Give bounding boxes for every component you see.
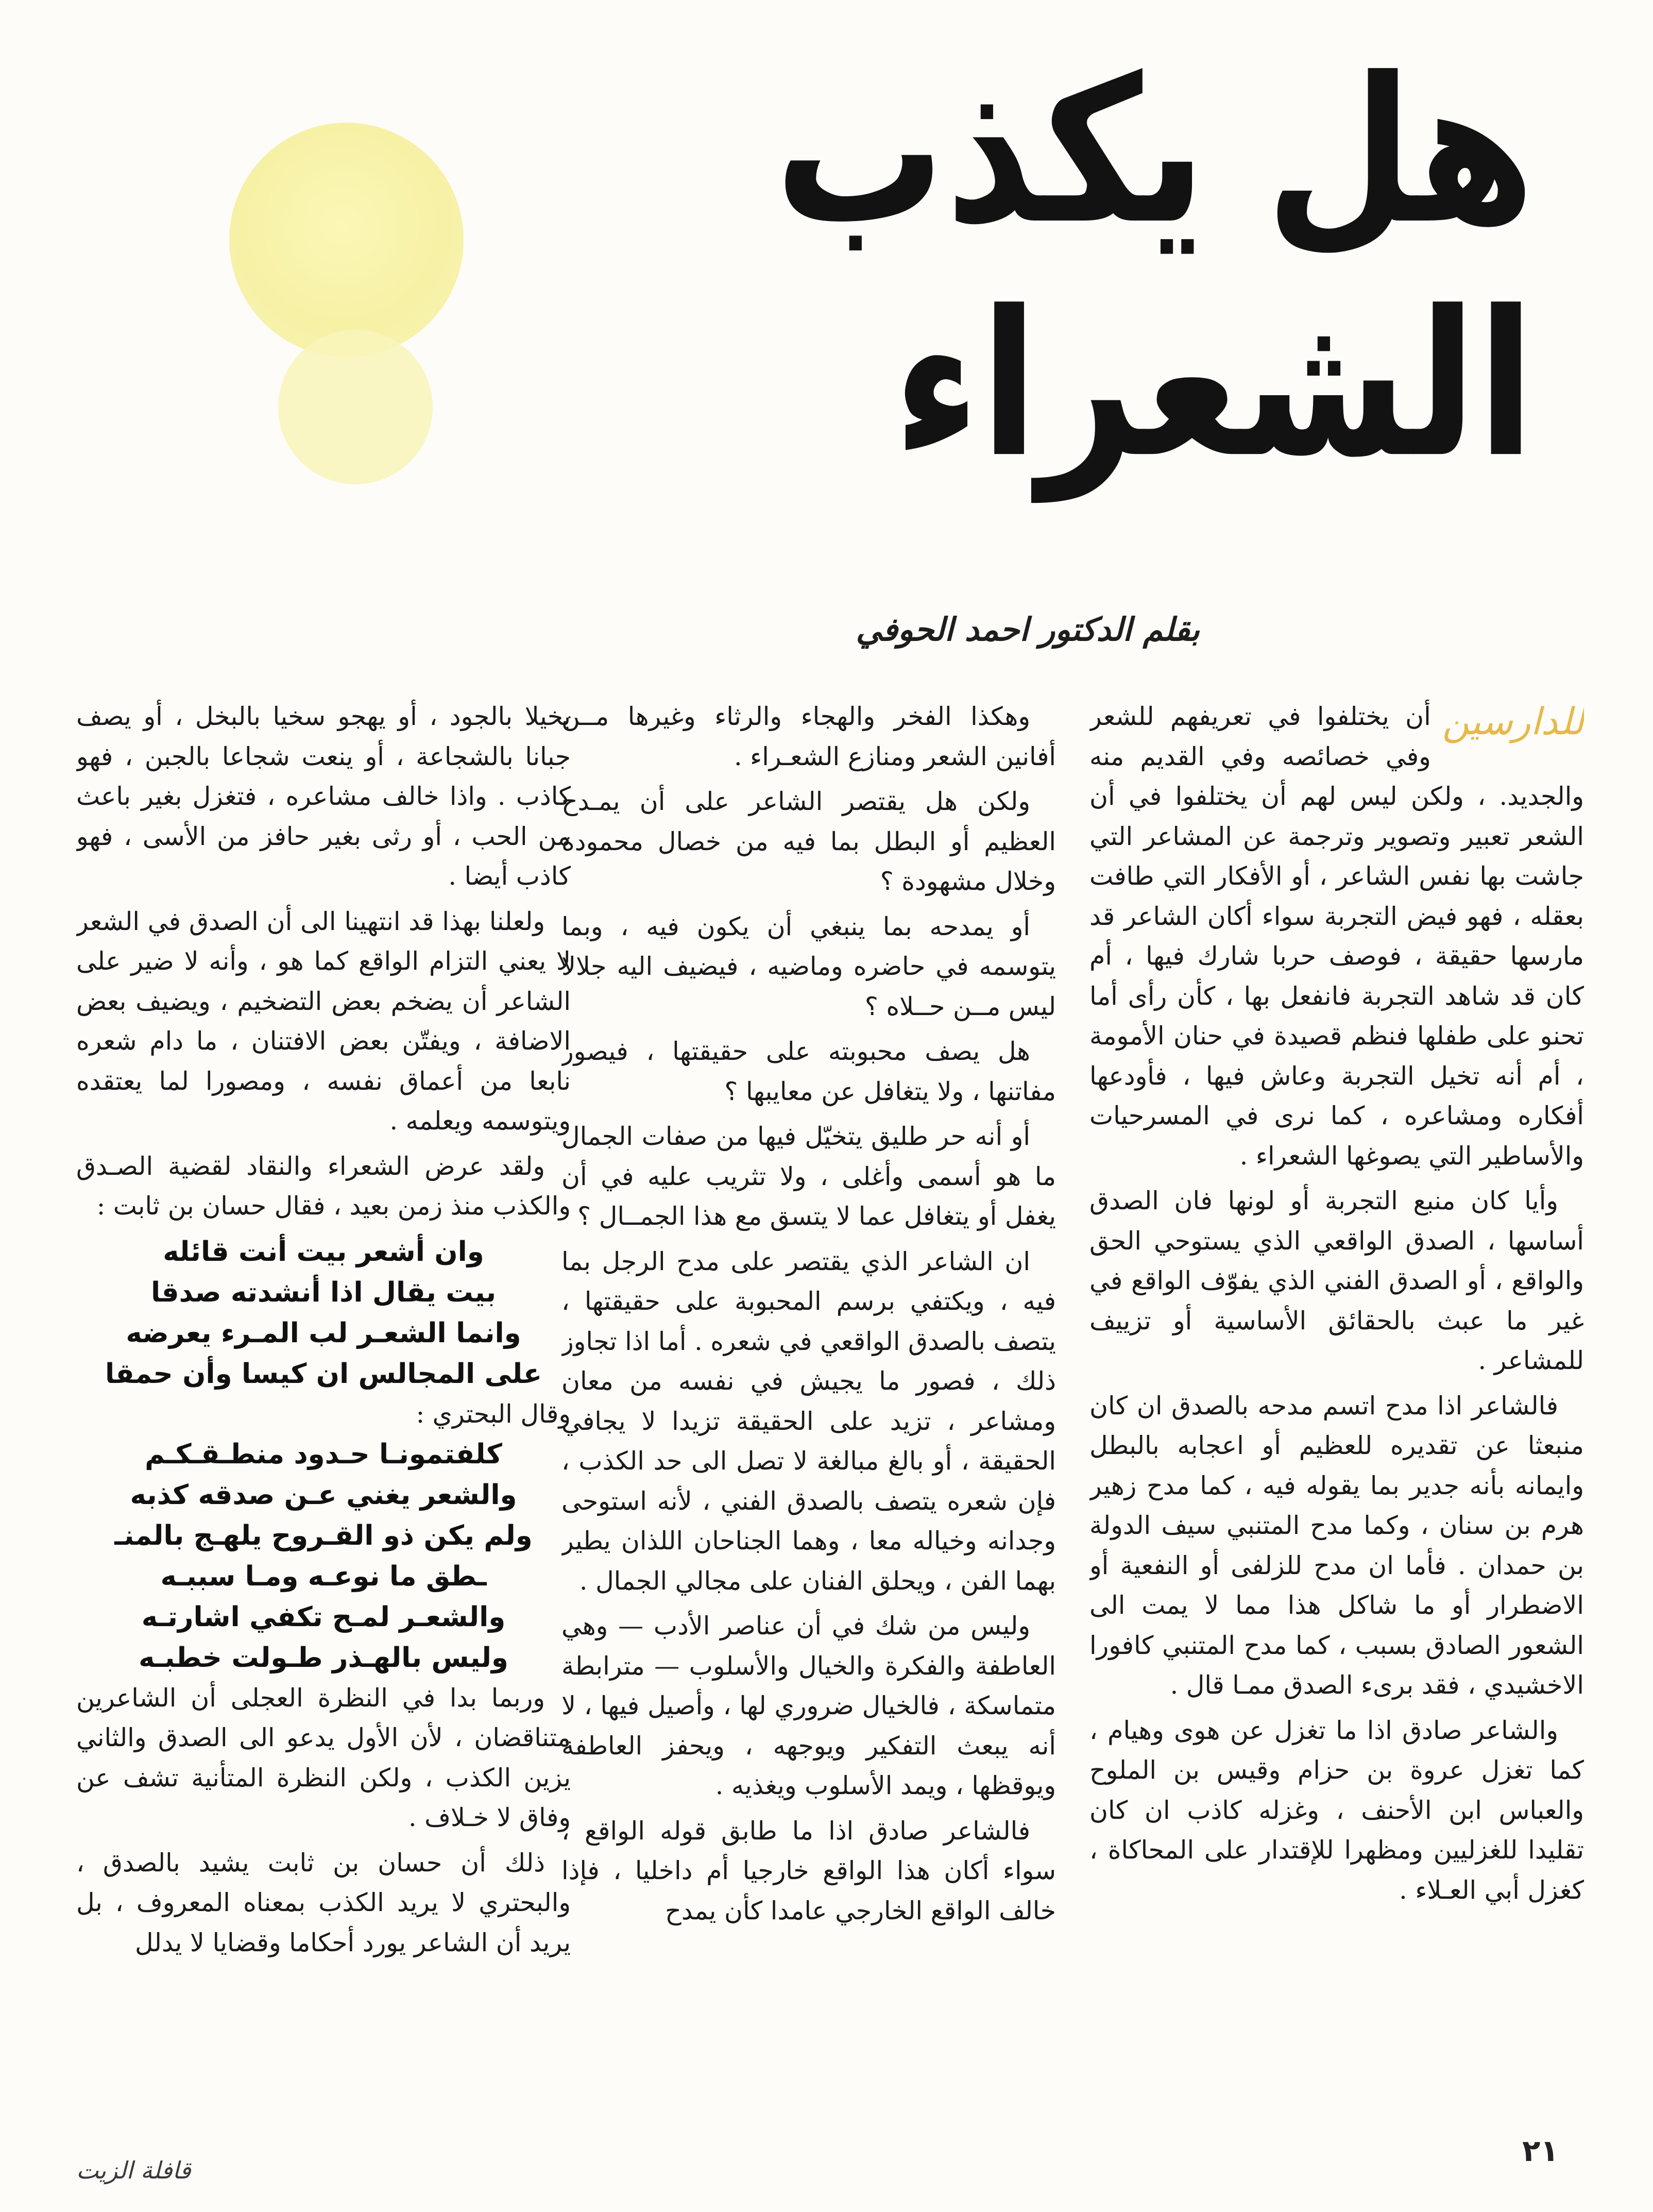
paragraph: ولكن هل يقتصر الشاعر على أن يمـدح العظيم أو البطل بما فيه من خصال محمودة وخلال مشهودة ؟ <box>561 787 1056 896</box>
paragraph: بخيلا بالجود ، أو يهجو سخيا بالبخل ، أو يصف جبانا بالشجاعة ، أو ينعت شجاعا بالجبن ، فهو كاذب . واذا خالف مشاعره ، فتغزل بغير باعث من الحب ، أو رثى بغير حافز من الأسى ، فهو كاذب أيضا . <box>76 702 571 891</box>
paragraph: ان الشاعر الذي يقتصر على مدح الرجل بما فيه ، ويكتفي برسم المحبوبة على حقيقتها ، يتصف بالصدق الواقعي في شعره . أما اذا تجاوز ذلك ، فصور ما يجيش في نفسه من معان ومشاعر ، تزيد على الحقيقة تزيدا لا يجافي الحقيقة ، أو بالغ مبالغة لا تصل الى حد الكذب ، فإن شعره يتصف بالصدق الفني ، لأنه استوحى وجدانه وخياله معا ، وهما الجناحان اللذان يطير بهما الفن ، ويحلق الفنان على مجالي الجمال . <box>561 1246 1056 1596</box>
paragraph: ولقد عرض الشعراء والنقاد لقضية الصـدق والكذب منذ زمن بعيد ، فقال حسان بن ثابت : <box>76 1151 571 1221</box>
paragraph: فالشاعر اذا مدح اتسم مدحه بالصدق ان كان منبعثا عن تقديره للعظيم أو اعجابه بالبطل وايمانه بأنه جدير بما يقوله فيه ، كما مدح زهير هرم بن سنان ، وكما مدح المتنبي سيف الدولة بن حمدان . فأما ان مدح للزلفى أو النفعية أو الاضطرار أو ما شاكل هذا مما لا يمت الى الشعور الصادق بسبب ، كما مدح المتنبي كافورا الاخشيدي ، فقد برىء الصدق ممـا قال . <box>1089 1391 1584 1700</box>
verse-line: على المجالس ان كيسا وأن حمقا <box>105 1358 542 1390</box>
verse-line: وانما الشعـر لب المـرء يعرضه <box>126 1317 521 1349</box>
column-left <box>76 697 571 2098</box>
article-title: هل يكذب الشعراء <box>774 34 1535 502</box>
paragraph: وهكذا الفخر والهجاء والرثاء وغيرها مــن أفانين الشعر ومنازع الشعـراء . <box>561 702 1056 771</box>
paragraph: وليس من شك في أن عناصر الأدب — وهي العاطفة والفكرة والخيال والأسلوب — مترابطة متماسكة ، فالخيال ضروري لها ، وأصيل فيها ، لا أنه يبعث التفكير ويوجهه ، ويحفز العاطفة ويوقظها ، ويمد الأسلوب ويغذيه . <box>561 1611 1056 1800</box>
verse-intro: وقال البحتري : <box>416 1399 571 1429</box>
verse-line: ولم يكن ذو القـروح يلهـج بالمنـ <box>114 1519 533 1551</box>
page-number: ٢١ <box>1522 2133 1559 2168</box>
paragraph: ولعلنا بهذا قد انتهينا الى أن الصدق في الشعر لا يعني التزام الواقع كما هو ، وأنه لا ضير على الشاعر أن يضخم بعض التضخيم ، ويضيف بعض الاضافة ، ويفتّن بعض الافتنان ، ما دام شعره نابعا من أعماق نفسه ، ومصورا لما يعتقده ويتوسمه ويعلمه . <box>76 906 571 1136</box>
paragraph: وربما بدا في النظرة العجلى أن الشاعرين متناقضان ، لأن الأول يدعو الى الصدق والثاني يزين الكذب ، ولكن النظرة المتأنية تشف عن وفاق لا خـلاف . <box>76 1683 571 1832</box>
article-byline: بقلم الدكتور احمد الحوفي <box>856 611 1200 648</box>
verse-line: وليس بالهـذر طـولت خطبـه <box>139 1642 508 1674</box>
verse-line: كلفتمونـا حـدود منطـقـكـم <box>145 1438 502 1470</box>
magazine-name: قافلة الزيت <box>76 2156 191 2184</box>
paragraph: أو أنه حر طليق يتخيّل فيها من صفات الجمال ما هو أسمى وأغلى ، ولا تثريب عليه في أن يغفل أو يتغافل عما لا يتسق مع هذا الجمــال ؟ <box>561 1122 1056 1231</box>
paragraph-text: أن يختلفوا في تعريفهم للشعر وفي خصائصه وفي القديم منه والجديد. ، ولكن ليس لهم أن يختلفوا في أن الشعر تعبير وتصوير وترجمة عن المشاعر التي جاشت بها نفس الشاعر ، أو الأفكار التي طافت بعقله ، فهو فيض التجربة سواء أكان الشاعر قد مارسها حقيقة ، فوصف حربا شارك فيها ، أم كان قد شاهد التجربة فانفعل بها ، كأن رأى أما تحنو على طفلها فنظم قصيدة في حنان الأمومة ، أم أنه تخيل التجربة وعاش فيها ، فأودعها أفكاره ومشاعره ، كما نرى في المسرحيات والأساطير التي يصوغها الشعراء . <box>1089 702 1584 1171</box>
verse-line: وان أشعر بيت أنت قائله <box>163 1236 484 1268</box>
paragraph: هل يصف محبوبته على حقيقتها ، فيصور مفاتنها ، ولا يتغافل عن معايبها ؟ <box>561 1037 1056 1106</box>
column-right <box>1089 697 1584 2098</box>
verse-line: بيت يقال اذا أنشدته صدقا <box>150 1276 496 1308</box>
paragraph: ذلك أن حسان بن ثابت يشيد بالصدق ، والبحتري لا يريد الكذب بمعناه المعروف ، بل يريد أن الشاعر يورد أحكاما وقضايا لا يدلل <box>76 1848 571 1957</box>
paragraph: فالشاعر صادق اذا ما طابق قوله الواقع ، سواء أكان هذا الواقع خارجيا أم داخليا ، فإذا خالف الواقع الخارجي عامدا كأن يمدح <box>561 1816 1056 1926</box>
verse-line: ـطق ما نوعـه ومـا سببـه <box>160 1560 487 1592</box>
verse-line: والشعر يغني عـن صدقه كذبه <box>130 1479 517 1511</box>
column-middle <box>561 697 1056 2098</box>
paragraph: وأيا كان منبع التجربة أو لونها فان الصدق أساسها ، الصدق الواقعي الذي يستوحي الحق والواقع ، أو الصدق الفني الذي يفوّف الواقع في غير ما عبث بالحقائق الأساسية أو تزييف للمشاعر . <box>1089 1186 1584 1375</box>
paragraph: أو يمدحه بما ينبغي أن يكون فيه ، وبما يتوسمه في حاضره وماضيه ، فيضيف اليه جلالا ليس مــن حــلاه ؟ <box>561 911 1056 1021</box>
drop-word: للدارسين <box>1442 700 1584 743</box>
verse-line: والشعـر لمـح تكفي اشارتـه <box>141 1601 506 1633</box>
paragraph: والشاعر صادق اذا ما تغزل عن هوى وهيام ، كما تغزل عروة بن حزام وقيس بن الملوح والعباس ابن الأحنف ، وغزله كاذب ان كان تقليدا للغزليين ومظهرا للإقتدار على المحاكاة ، كغزل أبي العـلاء . <box>1089 1715 1584 1905</box>
paragraph <box>1089 697 1584 1176</box>
